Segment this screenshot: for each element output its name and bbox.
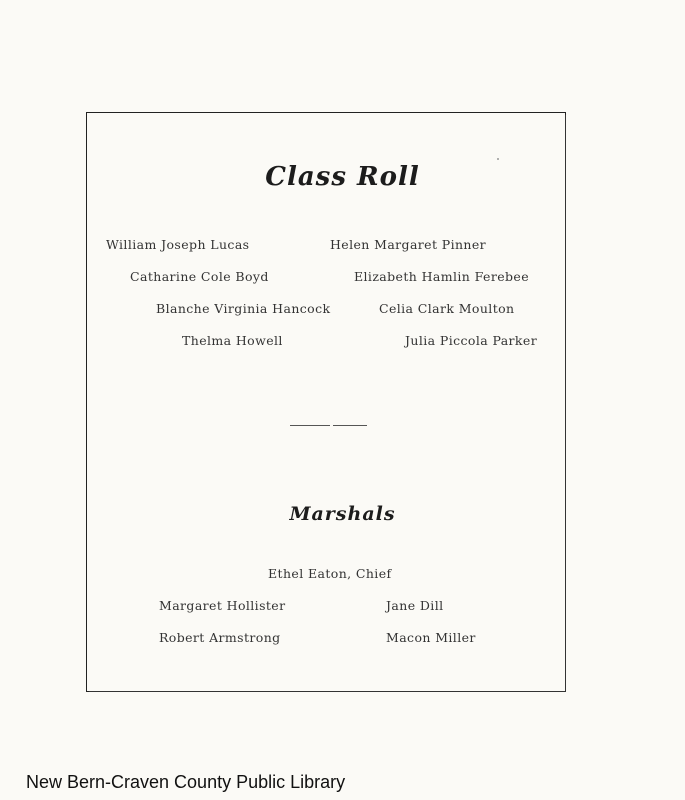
section-divider xyxy=(333,425,367,426)
library-attribution: New Bern-Craven County Public Library xyxy=(26,772,346,792)
class-roll-heading: Class Roll xyxy=(265,162,420,192)
page-border xyxy=(86,112,566,692)
marshals-heading: Marshals xyxy=(289,503,396,525)
class-member: Catharine Cole Boyd xyxy=(130,269,269,284)
section-divider xyxy=(290,425,330,426)
marshal: Margaret Hollister xyxy=(159,598,286,613)
class-member: William Joseph Lucas xyxy=(106,237,250,252)
class-member: Celia Clark Moulton xyxy=(379,301,515,316)
class-member: Helen Margaret Pinner xyxy=(330,237,487,252)
class-member: Julia Piccola Parker xyxy=(405,333,538,348)
marshal: Robert Armstrong xyxy=(159,630,281,645)
class-member: Elizabeth Hamlin Ferebee xyxy=(354,269,529,284)
class-member: Blanche Virginia Hancock xyxy=(156,301,331,316)
class-member: Thelma Howell xyxy=(182,333,283,348)
paper-speck xyxy=(497,158,499,160)
marshal: Jane Dill xyxy=(386,598,444,613)
chief-marshal: Ethel Eaton, Chief xyxy=(268,566,392,581)
marshal: Macon Miller xyxy=(386,630,476,645)
